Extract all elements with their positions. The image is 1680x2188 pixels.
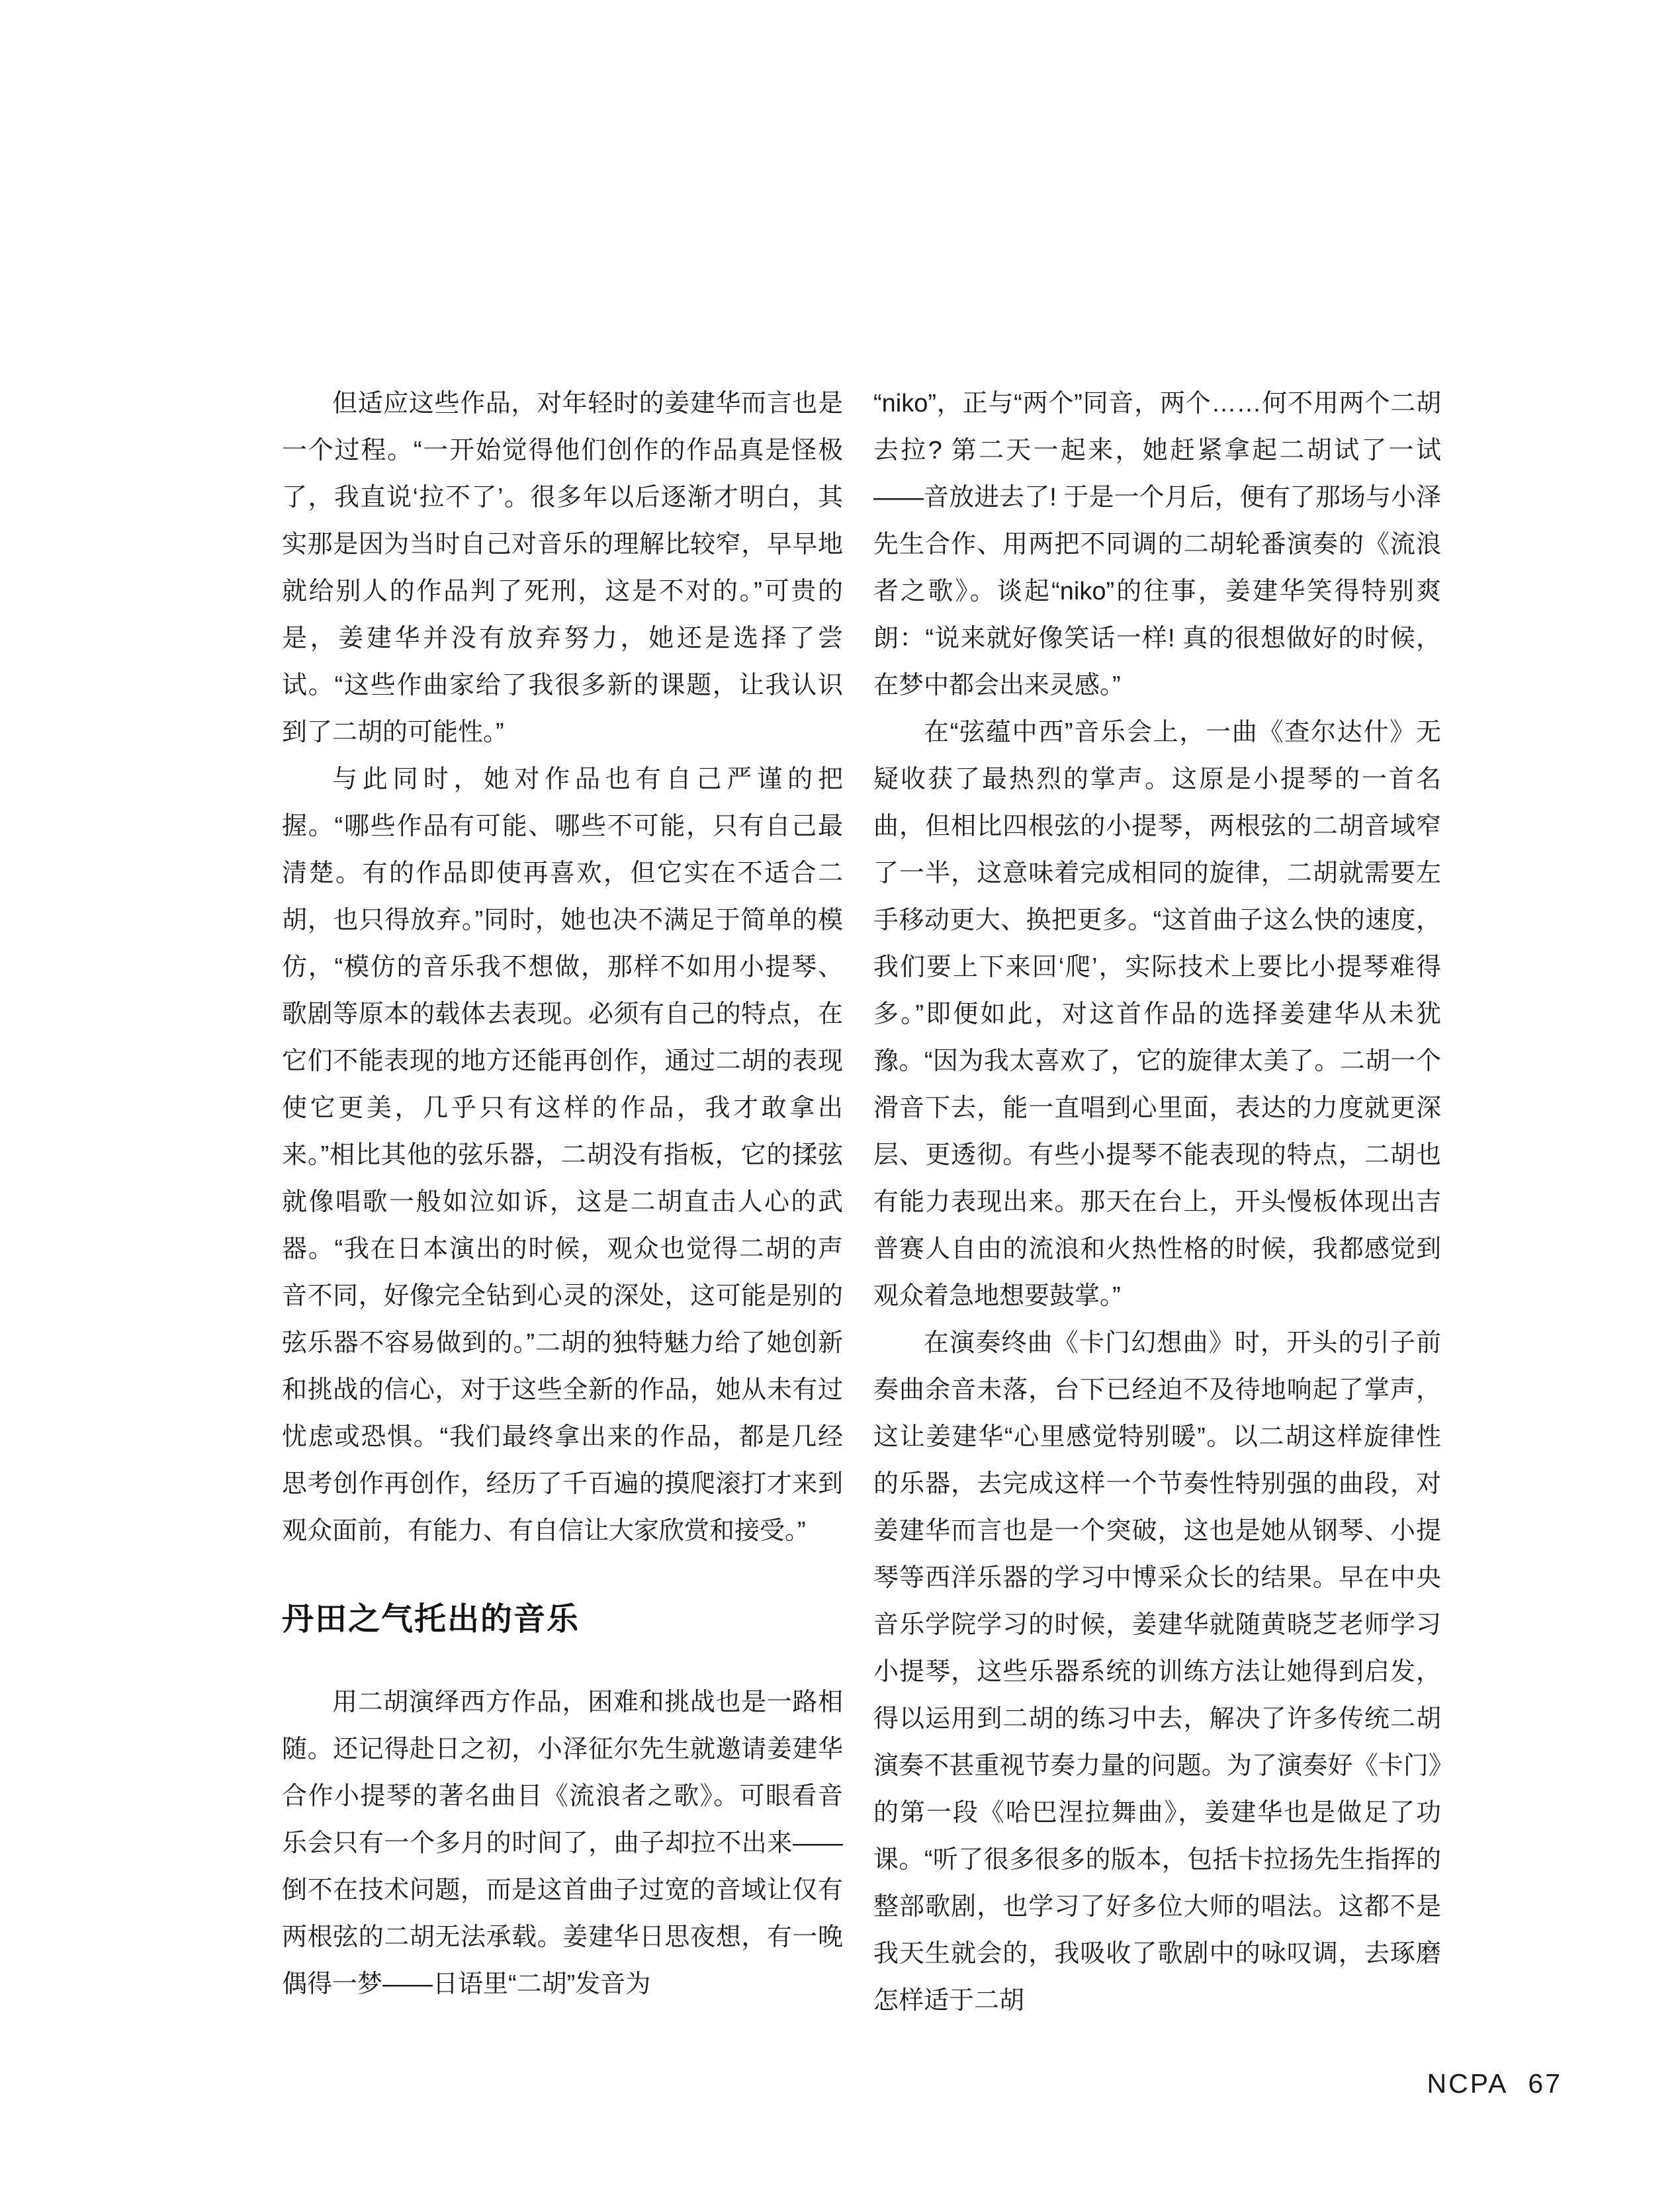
journal-name: NCPA — [1427, 2068, 1509, 2099]
body-paragraph-4-continuation: “niko”，正与“两个”同音，两个……何不用两个二胡去拉? 第二天一起来，她赶紧拿起二胡试了一试——音放进去了! 于是一个月后，便有了那场与小泽先生合作、用两把不同调的二胡轮番演奏的《流浪者之歌》。谈起“niko”的往事，姜建华笑得特别爽朗：“说来就好像笑话一样! 真的很想做好的时候，在梦中都会出来灵感。” — [873, 390, 1441, 699]
body-paragraph-3: 用二胡演绎西方作品，困难和挑战也是一路相随。还记得赴日之初，小泽征尔先生就邀请姜建华合作小提琴的著名曲目《流浪者之歌》。可眼看音乐会只有一个多月的时间了，曲子却拉不出来——倒不在技术问题，而是这首曲子过宽的音域让仅有两根弦的二胡无法承载。姜建华日思夜想，有一晚偶得一梦——日语里“二胡”发音为 — [282, 1688, 843, 1998]
article-right-column — [873, 380, 1441, 2025]
body-paragraph-6: 在演奏终曲《卡门幻想曲》时，开头的引子前奏曲余音未落，台下已经迫不及待地响起了掌声，这让姜建华“心里感觉特别暖”。以二胡这样旋律性的乐器，去完成这样一个节奏性特别强的曲段，对姜建华而言也是一个突破，这也是她从钢琴、小提琴等西洋乐器的学习中博采众长的结果。早在中央音乐学院学习的时候，姜建华就随黄晓芝老师学习小提琴，这些乐器系统的训练方法让她得到启发，得以运用到二胡的练习中去，解决了许多传统二胡演奏不甚重视节奏力量的问题。为了演奏好《卡门》的第一段《哈巴涅拉舞曲》，姜建华也是做足了功课。“听了很多很多的版本，包括卡拉扬先生指挥的整部歌剧，也学习了好多位大师的唱法。这都不是我天生就会的，我吸收了歌剧中的咏叹调，去琢磨怎样适于二胡 — [873, 1329, 1441, 2015]
section-heading: 丹田之气托出的音乐 — [282, 1602, 580, 1637]
article-left-column — [282, 380, 843, 2025]
body-paragraph-2: 与此同时，她对作品也有自己严谨的把握。“哪些作品有可能、哪些不可能，只有自己最清楚。有的作品即使再喜欢，但它实在不适合二胡，也只得放弃。”同时，她也决不满足于简单的模仿，“模仿的音乐我不想做，那样不如用小提琴、歌剧等原本的载体去表现。必须有自己的特点，在它们不能表现的地方还能再创作，通过二胡的表现使它更美，几乎只有这样的作品，我才敢拿出来。”相比其他的弦乐器，二胡没有指板，它的揉弦就像唱歌一般如泣如诉，这是二胡直击人心的武器。“我在日本演出的时候，观众也觉得二胡的声音不同，好像完全钻到心灵的深处，这可能是别的弦乐器不容易做到的。”二胡的独特魅力给了她创新和挑战的信心，对于这些全新的作品，她从未有过忧虑或恐惧。“我们最终拿出来的作品，都是几经思考创作再创作，经历了千百遍的摸爬滚打才来到观众面前，有能力、有自信让大家欣赏和接受。” — [282, 766, 843, 1545]
body-paragraph-5: 在“弦蕴中西”音乐会上，一曲《查尔达什》无疑收获了最热烈的掌声。这原是小提琴的一首名曲，但相比四根弦的小提琴，两根弦的二胡音域窄了一半，这意味着完成相同的旋律，二胡就需要左手移动更大、换把更多。“这首曲子这么快的速度，我们要上下来回‘爬’，实际技术上要比小提琴难得多。”即便如此，对这首作品的选择姜建华从未犹豫。“因为我太喜欢了，它的旋律太美了。二胡一个滑音下去，能一直唱到心里面，表达的力度就更深层、更透彻。有些小提琴不能表现的特点，二胡也有能力表现出来。那天在台上，开头慢板体现出吉普赛人自由的流浪和火热性格的时候，我都感觉到观众着急地想要鼓掌。” — [873, 719, 1441, 1310]
page-number: 67 — [1528, 2068, 1562, 2099]
page-footer — [1427, 2068, 1562, 2099]
body-paragraph-1: 但适应这些作品，对年轻时的姜建华而言也是一个过程。“一开始觉得他们创作的作品真是怪极了，我直说‘拉不了’。很多年以后逐渐才明白，其实那是因为当时自己对音乐的理解比较窄，早早地就给别人的作品判了死刑，这是不对的。”可贵的是，姜建华并没有放弃努力，她还是选择了尝试。“这些作曲家给了我很多新的课题，让我认识到了二胡的可能性。” — [282, 390, 843, 746]
article-body — [282, 380, 1441, 2025]
